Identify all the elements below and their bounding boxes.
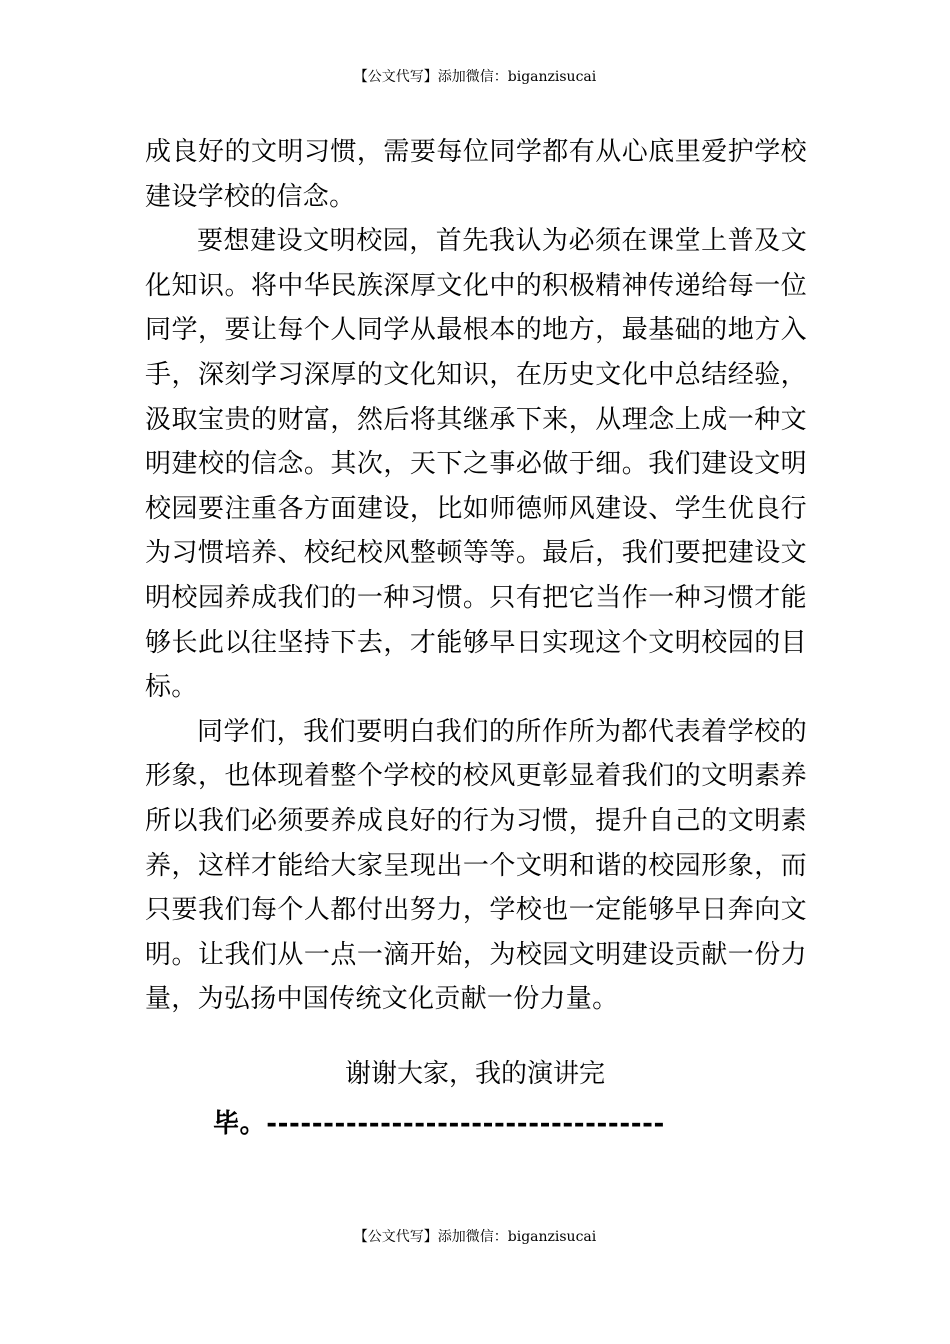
page-footer: 【公文代写】添加微信：biganzisucai	[353, 1229, 597, 1245]
paragraph-civilized-campus: 要想建设文明校园，首先我认为必须在课堂上普及文化知识。将中华民族深厚文化中的积极精神传递给每一位同学，要让每个人同学从最根本的地方，最基础的地方入手，深刻学习深厚的文化知识，在历史文化中总结经验，汲取宝贵的财富，然后将其继承下来，从理念上成一种文明建校的信念。其次，天下之事必做于细。我们建设文明校园要注重各方面建设，比如师德师风建设、学生优良行为习惯培养、校纪校风整顿等等。最后，我们要把建设文明校园养成我们的一种习惯。只有把它当作一种习惯才能够长此以往坚持下去，才能够早日实现这个文明校园的目标。	[145, 226, 807, 703]
page-header: 【公文代写】添加微信：biganzisucai	[353, 69, 597, 85]
closing-line-2: 毕。-----------------------------------	[213, 1109, 665, 1139]
closing-line-1: 谢谢大家，我的演讲完	[344, 1059, 605, 1089]
paragraph-continued: 成良好的文明习惯，需要每位同学都有从心底里爱护学校建设学校的信念。	[145, 137, 807, 212]
document-body	[145, 130, 807, 1022]
paragraph-classmates: 同学们，我们要明白我们的所作所为都代表着学校的形象，也体现着整个学校的校风更彰显着我们的文明素养所以我们必须要养成良好的行为习惯，提升自己的文明素养，这样才能给大家呈现出一个文明和谐的校园形象，而只要我们每个人都付出努力，学校也一定能够早日奔向文明。让我们从一点一滴开始，为校园文明建设贡献一份力量，为弘扬中国传统文化贡献一份力量。	[145, 716, 807, 1015]
